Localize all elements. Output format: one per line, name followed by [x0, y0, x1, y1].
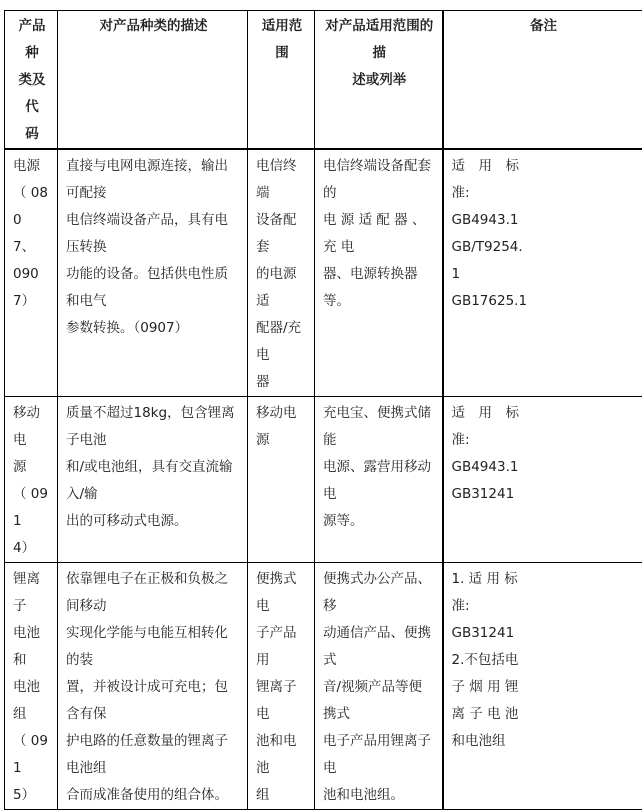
header-category-description: 对产品种类的描述	[58, 11, 248, 150]
description-cell: 质量不超过18kg，包含锂离子电池 和/或电池组，具有交直流输入/输 出的可移动式电源。	[58, 397, 248, 563]
remark-cell: 适 用 标 准: GB4943.1 GB/T9254. 1 GB17625.1	[443, 149, 642, 397]
scope-cell: 移动电源	[248, 397, 315, 563]
category-cell: 锂离子 电池和 电池组 （ 091 5）	[5, 563, 58, 810]
product-category-table	[4, 10, 642, 810]
category-cell: 电源 （ 080 7、 0907）	[5, 149, 58, 397]
header-category-code: 产品种 类及代 码	[5, 11, 58, 150]
scope-description-cell: 便携式办公产品、移 动通信产品、便携式 音/视频产品等便携式 电子产品用锂离子电 池和电池组。	[315, 563, 443, 810]
remark-cell: 适 用 标 准: GB4943.1 GB31241	[443, 397, 642, 563]
table-row	[5, 563, 642, 810]
remark-cell: 1. 适 用 标 准: GB31241 2.不包括电 子 烟 用 锂 离 子 电 池 和电池组	[443, 563, 642, 810]
table-row	[5, 397, 642, 563]
description-cell: 依靠锂电子在正极和负极之间移动 实现化学能与电能互相转化的装 置，并被设计成可充电；包含有保 护电路的任意数量的锂离子电池组 合而成准备使用的组合体。	[58, 563, 248, 810]
table-row	[5, 149, 642, 397]
header-scope-description: 对产品适用范围的描 述或列举	[315, 11, 443, 150]
table-header-row	[5, 11, 642, 150]
description-cell: 直接与电网电源连接，输出可配接 电信终端设备产品，具有电压转换 功能的设备。包括供电性质和电气 参数转换。（0907）	[58, 149, 248, 397]
header-remark: 备注	[443, 11, 642, 150]
scope-cell: 电信终端 设备配套 的电源适 配器/充电 器	[248, 149, 315, 397]
scope-cell: 便携式电 子产品用 锂离子电 池和电池 组	[248, 563, 315, 810]
category-cell: 移动电 源 （ 091 4）	[5, 397, 58, 563]
header-scope: 适用范围	[248, 11, 315, 150]
scope-description-cell: 电信终端设备配套的 电 源 适 配 器 、 充 电 器、电源转换器等。	[315, 149, 443, 397]
scope-description-cell: 充电宝、便携式储能 电源、露营用移动电 源等。	[315, 397, 443, 563]
